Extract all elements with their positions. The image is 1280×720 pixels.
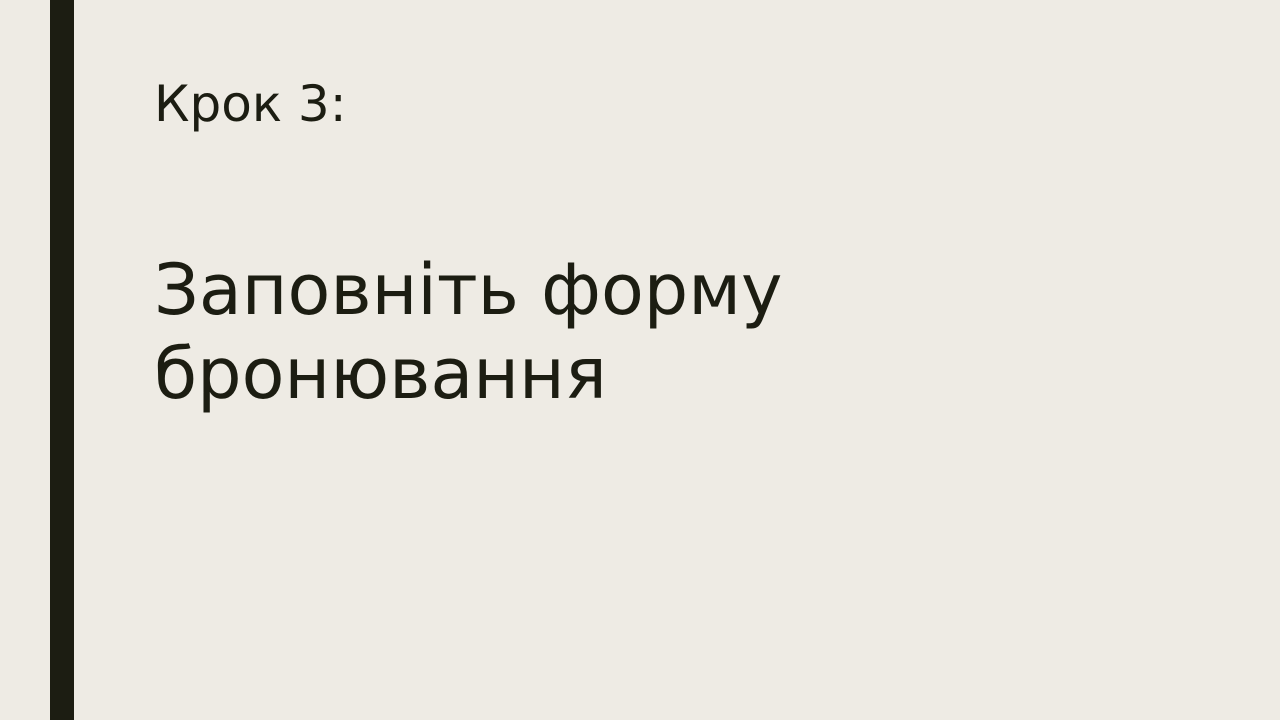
left-accent-bar [50,0,74,720]
slide-title-line-2: бронювання [154,333,607,415]
step-label: Крок 3: [154,75,347,133]
slide-title-line-1: Заповніть форму [154,249,783,331]
slide-title [154,248,1154,416]
